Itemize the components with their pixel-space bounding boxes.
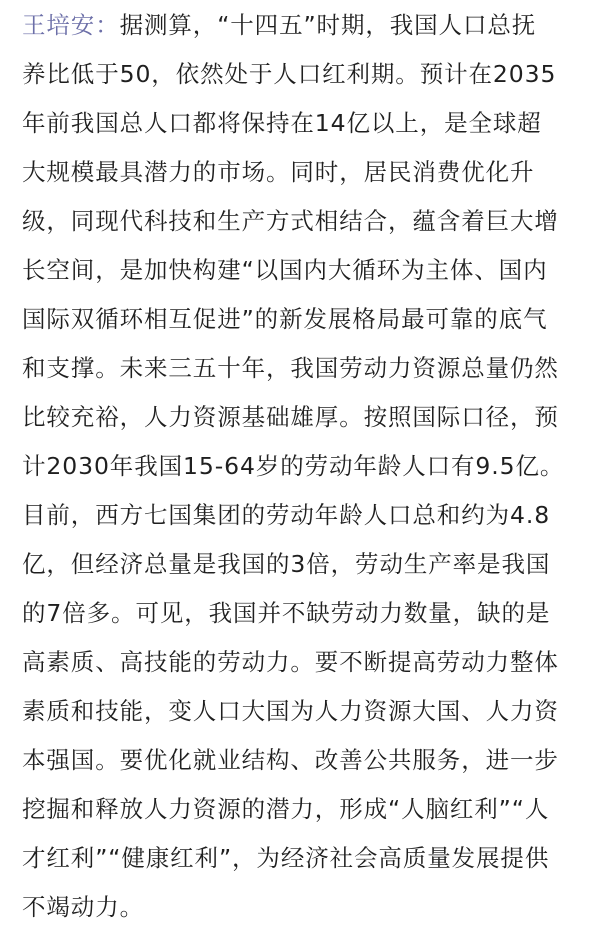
article-line-text: 据测算，“十四五”时期，我国人口总抚 [119,11,537,39]
article-line-16: 本强国。要优化就业结构、改善公共服务，进一步 [22,746,559,774]
article-line-9: 比较充裕，人力资源基础雄厚。按照国际口径，预 [22,403,559,431]
article-line-19: 不竭动力。 [22,893,144,921]
article-line-1 [22,10,582,40]
article-line-2: 养比低于50，依然处于人口红利期。预计在2035 [22,60,557,88]
article-line-15: 素质和技能，变人口大国为人力资源大国、人力资 [22,697,559,725]
article-line-12: 亿，但经济总量是我国的3倍，劳动生产率是我国 [22,550,551,578]
article-line-7: 国际双循环相互促进”的新发展格局最可靠的底气 [22,305,548,333]
article-line-6: 长空间，是加快构建“以国内大循环为主体、国内 [22,256,548,284]
article-line-10: 计2030年我国15-64岁的劳动年龄人口有9.5亿。 [22,452,565,480]
article-line-5: 级，同现代科技和生产方式相结合，蕴含着巨大增 [22,207,559,235]
article-line-11: 目前，西方七国集团的劳动年龄人口总和约为4.8 [22,501,551,529]
article-line-14: 高素质、高技能的劳动力。要不断提高劳动力整体 [22,648,559,676]
article-line-13: 的7倍多。可见，我国并不缺劳动力数量，缺的是 [22,599,551,627]
article-line-3: 年前我国总人口都将保持在14亿以上，是全球超 [22,109,542,137]
article-line-4: 大规模最具潜力的市场。同时，居民消费优化升 [22,158,535,186]
article-line-8: 和支撑。未来三五十年，我国劳动力资源总量仍然 [22,354,559,382]
speaker-name: 王培安： [22,11,120,39]
article-line-18: 才红利”“健康红利”，为经济社会高质量发展提供 [22,844,550,872]
article-line-17: 挖掘和释放人力资源的潜力，形成“人脑红利”“人 [22,795,550,823]
